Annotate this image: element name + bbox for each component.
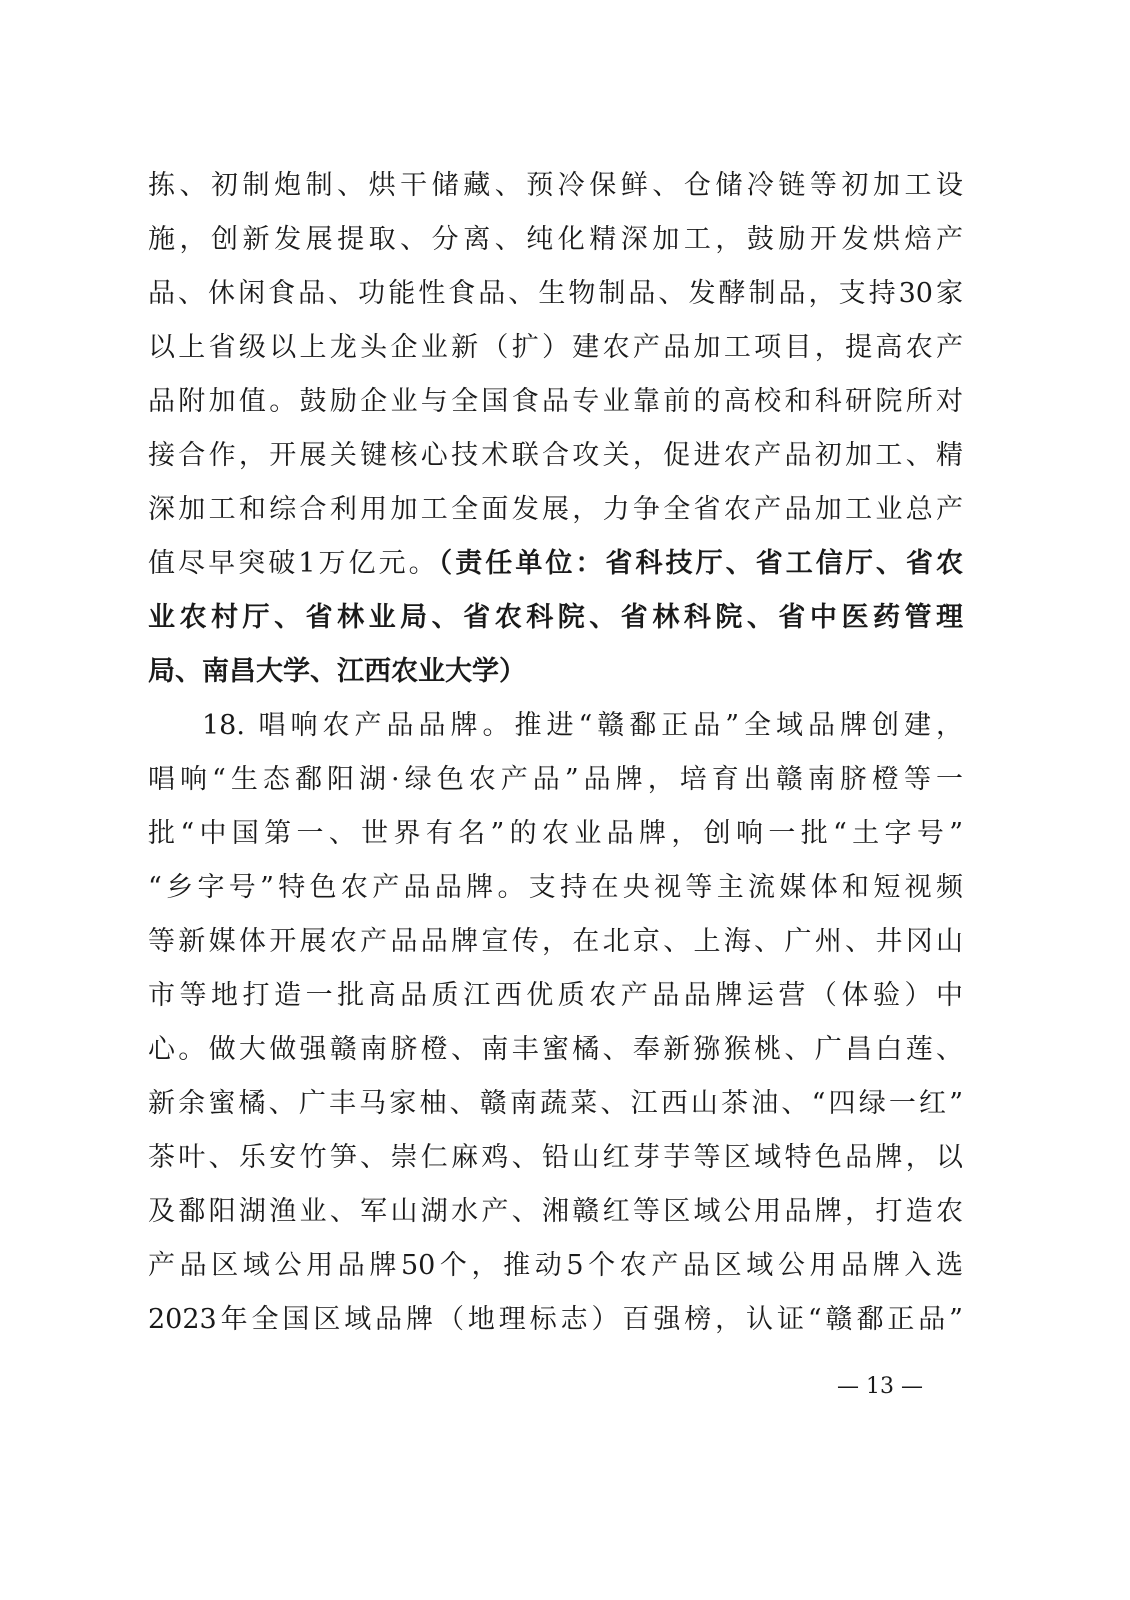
body-text-line: 及鄱阳湖渔业、军山湖水产、湘赣红等区域公用品牌，打造农 [148,1196,963,1227]
body-text-line: “乡字号”特色农产品品牌。支持在央视等主流媒体和短视频 [148,872,963,903]
body-text-segment: 值尽早突破1万亿元。 [148,548,439,579]
responsible-units-text: 局、南昌大学、江西农业大学） [148,656,526,687]
body-text-line: 唱响“生态鄱阳湖·绿色农产品”品牌，培育出赣南脐橙等一 [148,764,963,795]
section-heading-line: 18. 唱响农产品品牌。推进“赣鄱正品”全域品牌创建， [202,710,963,741]
body-text-line: 心。做大做强赣南脐橙、南丰蜜橘、奉新猕猴桃、广昌白莲、 [148,1034,963,1065]
body-text-line: 深加工和综合利用加工全面发展，力争全省农产品加工业总产 [148,494,963,525]
body-text-line: 2023年全国区域品牌（地理标志）百强榜，认证“赣鄱正品” [148,1304,963,1335]
responsible-units-text: 业农村厅、省林业局、省农科院、省林科院、省中医药管理 [148,602,963,633]
body-text-line: 接合作，开展关键核心技术联合攻关，促进农产品初加工、精 [148,440,963,471]
responsible-units-text: （责任单位：省科技厅、省工信厅、省农 [438,548,963,579]
body-text-line: 品附加值。鼓励企业与全国食品专业靠前的高校和科研院所对 [148,386,963,417]
body-text-line: 批“中国第一、世界有名”的农业品牌，创响一批“土字号” [148,818,963,849]
body-text-line: 等新媒体开展农产品品牌宣传，在北京、上海、广州、井冈山 [148,926,963,957]
body-text-line: 拣、初制炮制、烘干储藏、预冷保鲜、仓储冷链等初加工设 [148,170,963,201]
page-number: — 13 — [837,1374,923,1399]
body-text-line: 新余蜜橘、广丰马家柚、赣南蔬菜、江西山茶油、“四绿一红” [148,1088,963,1119]
body-text-line: 市等地打造一批高品质江西优质农产品品牌运营（体验）中 [148,980,963,1011]
body-text-line: 产品区域公用品牌50个，推动5个农产品区域公用品牌入选 [148,1250,963,1281]
body-text-line: 茶叶、乐安竹笋、崇仁麻鸡、铅山红芽芋等区域特色品牌，以 [148,1142,963,1173]
body-text-line: 施，创新发展提取、分离、纯化精深加工，鼓励开发烘焙产 [148,224,963,255]
body-text-line: 以上省级以上龙头企业新（扩）建农产品加工项目，提高农产 [148,332,963,363]
body-text-line: 品、休闲食品、功能性食品、生物制品、发酵制品，支持30家 [148,278,963,309]
body-text-line-mixed [148,546,963,582]
